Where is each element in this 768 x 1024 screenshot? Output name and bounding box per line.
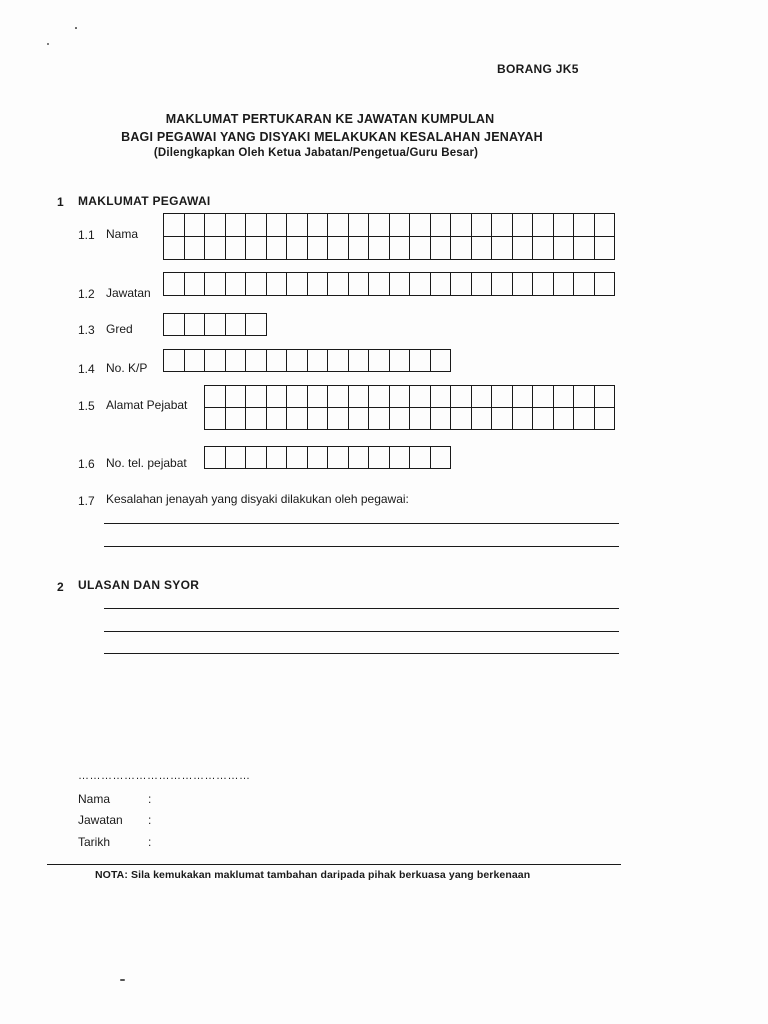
character-box[interactable]	[451, 386, 472, 408]
character-box[interactable]	[410, 386, 431, 408]
signature-label-jawatan: Jawatan	[78, 813, 123, 827]
scan-speck	[120, 979, 125, 981]
character-box[interactable]	[513, 214, 534, 237]
character-box[interactable]	[492, 273, 513, 296]
character-box[interactable]	[246, 350, 267, 372]
character-box[interactable]	[431, 350, 452, 372]
character-box[interactable]	[533, 237, 554, 260]
kesalahan-answer-line-2[interactable]	[104, 546, 619, 547]
kp-input-boxes[interactable]	[163, 349, 451, 372]
character-box[interactable]	[472, 214, 493, 237]
field-label-nama: Nama	[106, 227, 139, 241]
ulasan-answer-line-2[interactable]	[104, 631, 619, 632]
character-box[interactable]	[472, 273, 493, 296]
kesalahan-answer-line-1[interactable]	[104, 523, 619, 524]
signature-dotted-line[interactable]: ………………………………………	[78, 770, 251, 782]
character-box[interactable]	[205, 273, 226, 296]
character-box[interactable]	[267, 350, 288, 372]
character-box[interactable]	[492, 408, 513, 430]
scan-speck	[47, 43, 49, 45]
field-number-nama: 1.1	[78, 228, 95, 242]
character-box[interactable]	[308, 447, 329, 469]
field-label-kp: No. K/P	[106, 361, 148, 375]
character-box[interactable]	[226, 350, 247, 372]
character-box[interactable]	[226, 237, 247, 260]
character-box[interactable]	[369, 408, 390, 430]
footer-divider	[47, 864, 621, 865]
character-box[interactable]	[226, 314, 247, 336]
character-box[interactable]	[287, 408, 308, 430]
character-box[interactable]	[205, 447, 226, 469]
field-number-kp: 1.4	[78, 362, 95, 376]
nama-input-boxes[interactable]	[163, 213, 615, 260]
character-box[interactable]	[410, 408, 431, 430]
character-box[interactable]	[390, 237, 411, 260]
character-box[interactable]	[554, 273, 575, 296]
character-box[interactable]	[390, 350, 411, 372]
character-box[interactable]	[185, 314, 206, 336]
character-box[interactable]	[472, 386, 493, 408]
character-box[interactable]	[185, 273, 206, 296]
signature-label-tarikh: Tarikh	[78, 835, 111, 849]
character-box[interactable]	[287, 214, 308, 237]
character-box[interactable]	[287, 273, 308, 296]
character-box[interactable]	[308, 237, 329, 260]
character-box[interactable]	[164, 350, 185, 372]
form-title-line-2: BAGI PEGAWAI YANG DISYAKI MELAKUKAN KESALAHAN JENAYAH	[121, 130, 543, 144]
character-box[interactable]	[226, 273, 247, 296]
character-box[interactable]	[287, 447, 308, 469]
character-box[interactable]	[595, 386, 616, 408]
footer-note: NOTA: Sila kemukakan maklumat tambahan daripada pihak berkuasa yang berkenaan	[95, 869, 531, 881]
character-box[interactable]	[574, 273, 595, 296]
character-box[interactable]	[533, 386, 554, 408]
character-box[interactable]	[164, 237, 185, 260]
character-box[interactable]	[308, 408, 329, 430]
character-box[interactable]	[533, 408, 554, 430]
field-label-jawatan: Jawatan	[106, 286, 151, 300]
character-box[interactable]	[492, 237, 513, 260]
character-box[interactable]	[205, 350, 226, 372]
character-box[interactable]	[267, 386, 288, 408]
character-box[interactable]	[533, 214, 554, 237]
character-box[interactable]	[267, 447, 288, 469]
character-box[interactable]	[205, 214, 226, 237]
ulasan-answer-line-3[interactable]	[104, 653, 619, 654]
character-box[interactable]	[554, 408, 575, 430]
field-number-jawatan: 1.2	[78, 287, 95, 301]
character-box[interactable]	[369, 214, 390, 237]
character-box[interactable]	[574, 408, 595, 430]
tel-input-boxes[interactable]	[204, 446, 451, 469]
character-box[interactable]	[246, 214, 267, 237]
character-box[interactable]	[431, 386, 452, 408]
character-box[interactable]	[328, 447, 349, 469]
character-box[interactable]	[410, 237, 431, 260]
signature-colon-jawatan: :	[148, 813, 152, 827]
section-2-title: ULASAN DAN SYOR	[78, 578, 200, 592]
character-box[interactable]	[574, 214, 595, 237]
character-box[interactable]	[164, 214, 185, 237]
character-box[interactable]	[369, 273, 390, 296]
character-box[interactable]	[369, 386, 390, 408]
character-box[interactable]	[574, 386, 595, 408]
character-box[interactable]	[472, 237, 493, 260]
field-label-alamat: Alamat Pejabat	[106, 398, 188, 412]
character-box[interactable]	[533, 273, 554, 296]
character-box[interactable]	[205, 386, 226, 408]
character-box[interactable]	[349, 408, 370, 430]
character-box[interactable]	[369, 447, 390, 469]
scan-speck	[75, 27, 77, 29]
character-box[interactable]	[267, 237, 288, 260]
character-box[interactable]	[554, 386, 575, 408]
character-box[interactable]	[246, 408, 267, 430]
character-box[interactable]	[513, 386, 534, 408]
character-box[interactable]	[513, 408, 534, 430]
character-box[interactable]	[390, 447, 411, 469]
character-box[interactable]	[267, 214, 288, 237]
character-box[interactable]	[328, 408, 349, 430]
character-box[interactable]	[451, 273, 472, 296]
character-box[interactable]	[287, 350, 308, 372]
character-box[interactable]	[369, 237, 390, 260]
character-box[interactable]	[328, 214, 349, 237]
character-box[interactable]	[226, 214, 247, 237]
character-box[interactable]	[267, 408, 288, 430]
character-box[interactable]	[308, 386, 329, 408]
form-title-line-1: MAKLUMAT PERTUKARAN KE JAWATAN KUMPULAN	[165, 112, 495, 126]
character-box[interactable]	[308, 273, 329, 296]
character-box[interactable]	[431, 214, 452, 237]
character-box[interactable]	[328, 386, 349, 408]
character-box[interactable]	[554, 237, 575, 260]
character-box[interactable]	[349, 447, 370, 469]
character-box[interactable]	[287, 386, 308, 408]
character-box[interactable]	[205, 314, 226, 336]
character-box[interactable]	[349, 350, 370, 372]
character-box[interactable]	[492, 386, 513, 408]
character-box[interactable]	[410, 447, 431, 469]
character-box[interactable]	[390, 386, 411, 408]
character-box[interactable]	[226, 408, 247, 430]
character-box[interactable]	[513, 237, 534, 260]
section-2-number: 2	[57, 580, 64, 594]
character-box[interactable]	[431, 408, 452, 430]
character-box[interactable]	[267, 273, 288, 296]
character-box[interactable]	[595, 408, 616, 430]
character-box[interactable]	[410, 273, 431, 296]
field-number-gred: 1.3	[78, 323, 95, 337]
character-box[interactable]	[328, 273, 349, 296]
character-box[interactable]	[349, 386, 370, 408]
field-number-alamat: 1.5	[78, 399, 95, 413]
character-box[interactable]	[246, 273, 267, 296]
character-box[interactable]	[246, 386, 267, 408]
character-box[interactable]	[328, 350, 349, 372]
character-box[interactable]	[410, 214, 431, 237]
gred-input-boxes[interactable]	[163, 313, 267, 336]
character-box[interactable]	[431, 447, 452, 469]
character-box[interactable]	[246, 314, 267, 336]
alamat-input-boxes[interactable]	[204, 385, 615, 430]
character-box[interactable]	[451, 237, 472, 260]
character-box[interactable]	[185, 214, 206, 237]
form-code: BORANG JK5	[497, 62, 579, 76]
character-box[interactable]	[164, 314, 185, 336]
character-box[interactable]	[349, 273, 370, 296]
character-box[interactable]	[246, 237, 267, 260]
jawatan-input-boxes[interactable]	[163, 272, 615, 296]
character-box[interactable]	[390, 273, 411, 296]
character-box[interactable]	[246, 447, 267, 469]
character-box[interactable]	[226, 386, 247, 408]
character-box[interactable]	[451, 408, 472, 430]
character-box[interactable]	[513, 273, 534, 296]
field-label-kesalahan: Kesalahan jenayah yang disyaki dilakukan oleh pegawai:	[106, 492, 409, 506]
character-box[interactable]	[185, 237, 206, 260]
character-box[interactable]	[287, 237, 308, 260]
character-box[interactable]	[431, 273, 452, 296]
character-box[interactable]	[349, 237, 370, 260]
character-box[interactable]	[595, 273, 616, 296]
character-box[interactable]	[492, 214, 513, 237]
field-number-kesalahan: 1.7	[78, 494, 95, 508]
character-box[interactable]	[205, 408, 226, 430]
character-box[interactable]	[390, 408, 411, 430]
character-box[interactable]	[595, 214, 616, 237]
character-box[interactable]	[185, 350, 206, 372]
character-box[interactable]	[574, 237, 595, 260]
character-box[interactable]	[451, 214, 472, 237]
character-box[interactable]	[205, 237, 226, 260]
character-box[interactable]	[431, 237, 452, 260]
character-box[interactable]	[164, 273, 185, 296]
character-box[interactable]	[349, 214, 370, 237]
field-label-tel: No. tel. pejabat	[106, 456, 187, 470]
form-title-line-3: (Dilengkapkan Oleh Ketua Jabatan/Pengetua/Guru Besar)	[153, 147, 479, 159]
field-number-tel: 1.6	[78, 457, 95, 471]
signature-label-nama: Nama	[78, 792, 111, 806]
character-box[interactable]	[554, 214, 575, 237]
character-box[interactable]	[595, 237, 616, 260]
character-box[interactable]	[390, 214, 411, 237]
character-box[interactable]	[369, 350, 390, 372]
signature-colon-tarikh: :	[148, 835, 152, 849]
character-box[interactable]	[472, 408, 493, 430]
section-1-title: MAKLUMAT PEGAWAI	[78, 194, 211, 208]
character-box[interactable]	[226, 447, 247, 469]
field-label-gred: Gred	[106, 322, 133, 336]
section-1-number: 1	[57, 195, 64, 209]
character-box[interactable]	[308, 214, 329, 237]
signature-colon-nama: :	[148, 792, 152, 806]
ulasan-answer-line-1[interactable]	[104, 608, 619, 609]
character-box[interactable]	[328, 237, 349, 260]
character-box[interactable]	[410, 350, 431, 372]
character-box[interactable]	[308, 350, 329, 372]
